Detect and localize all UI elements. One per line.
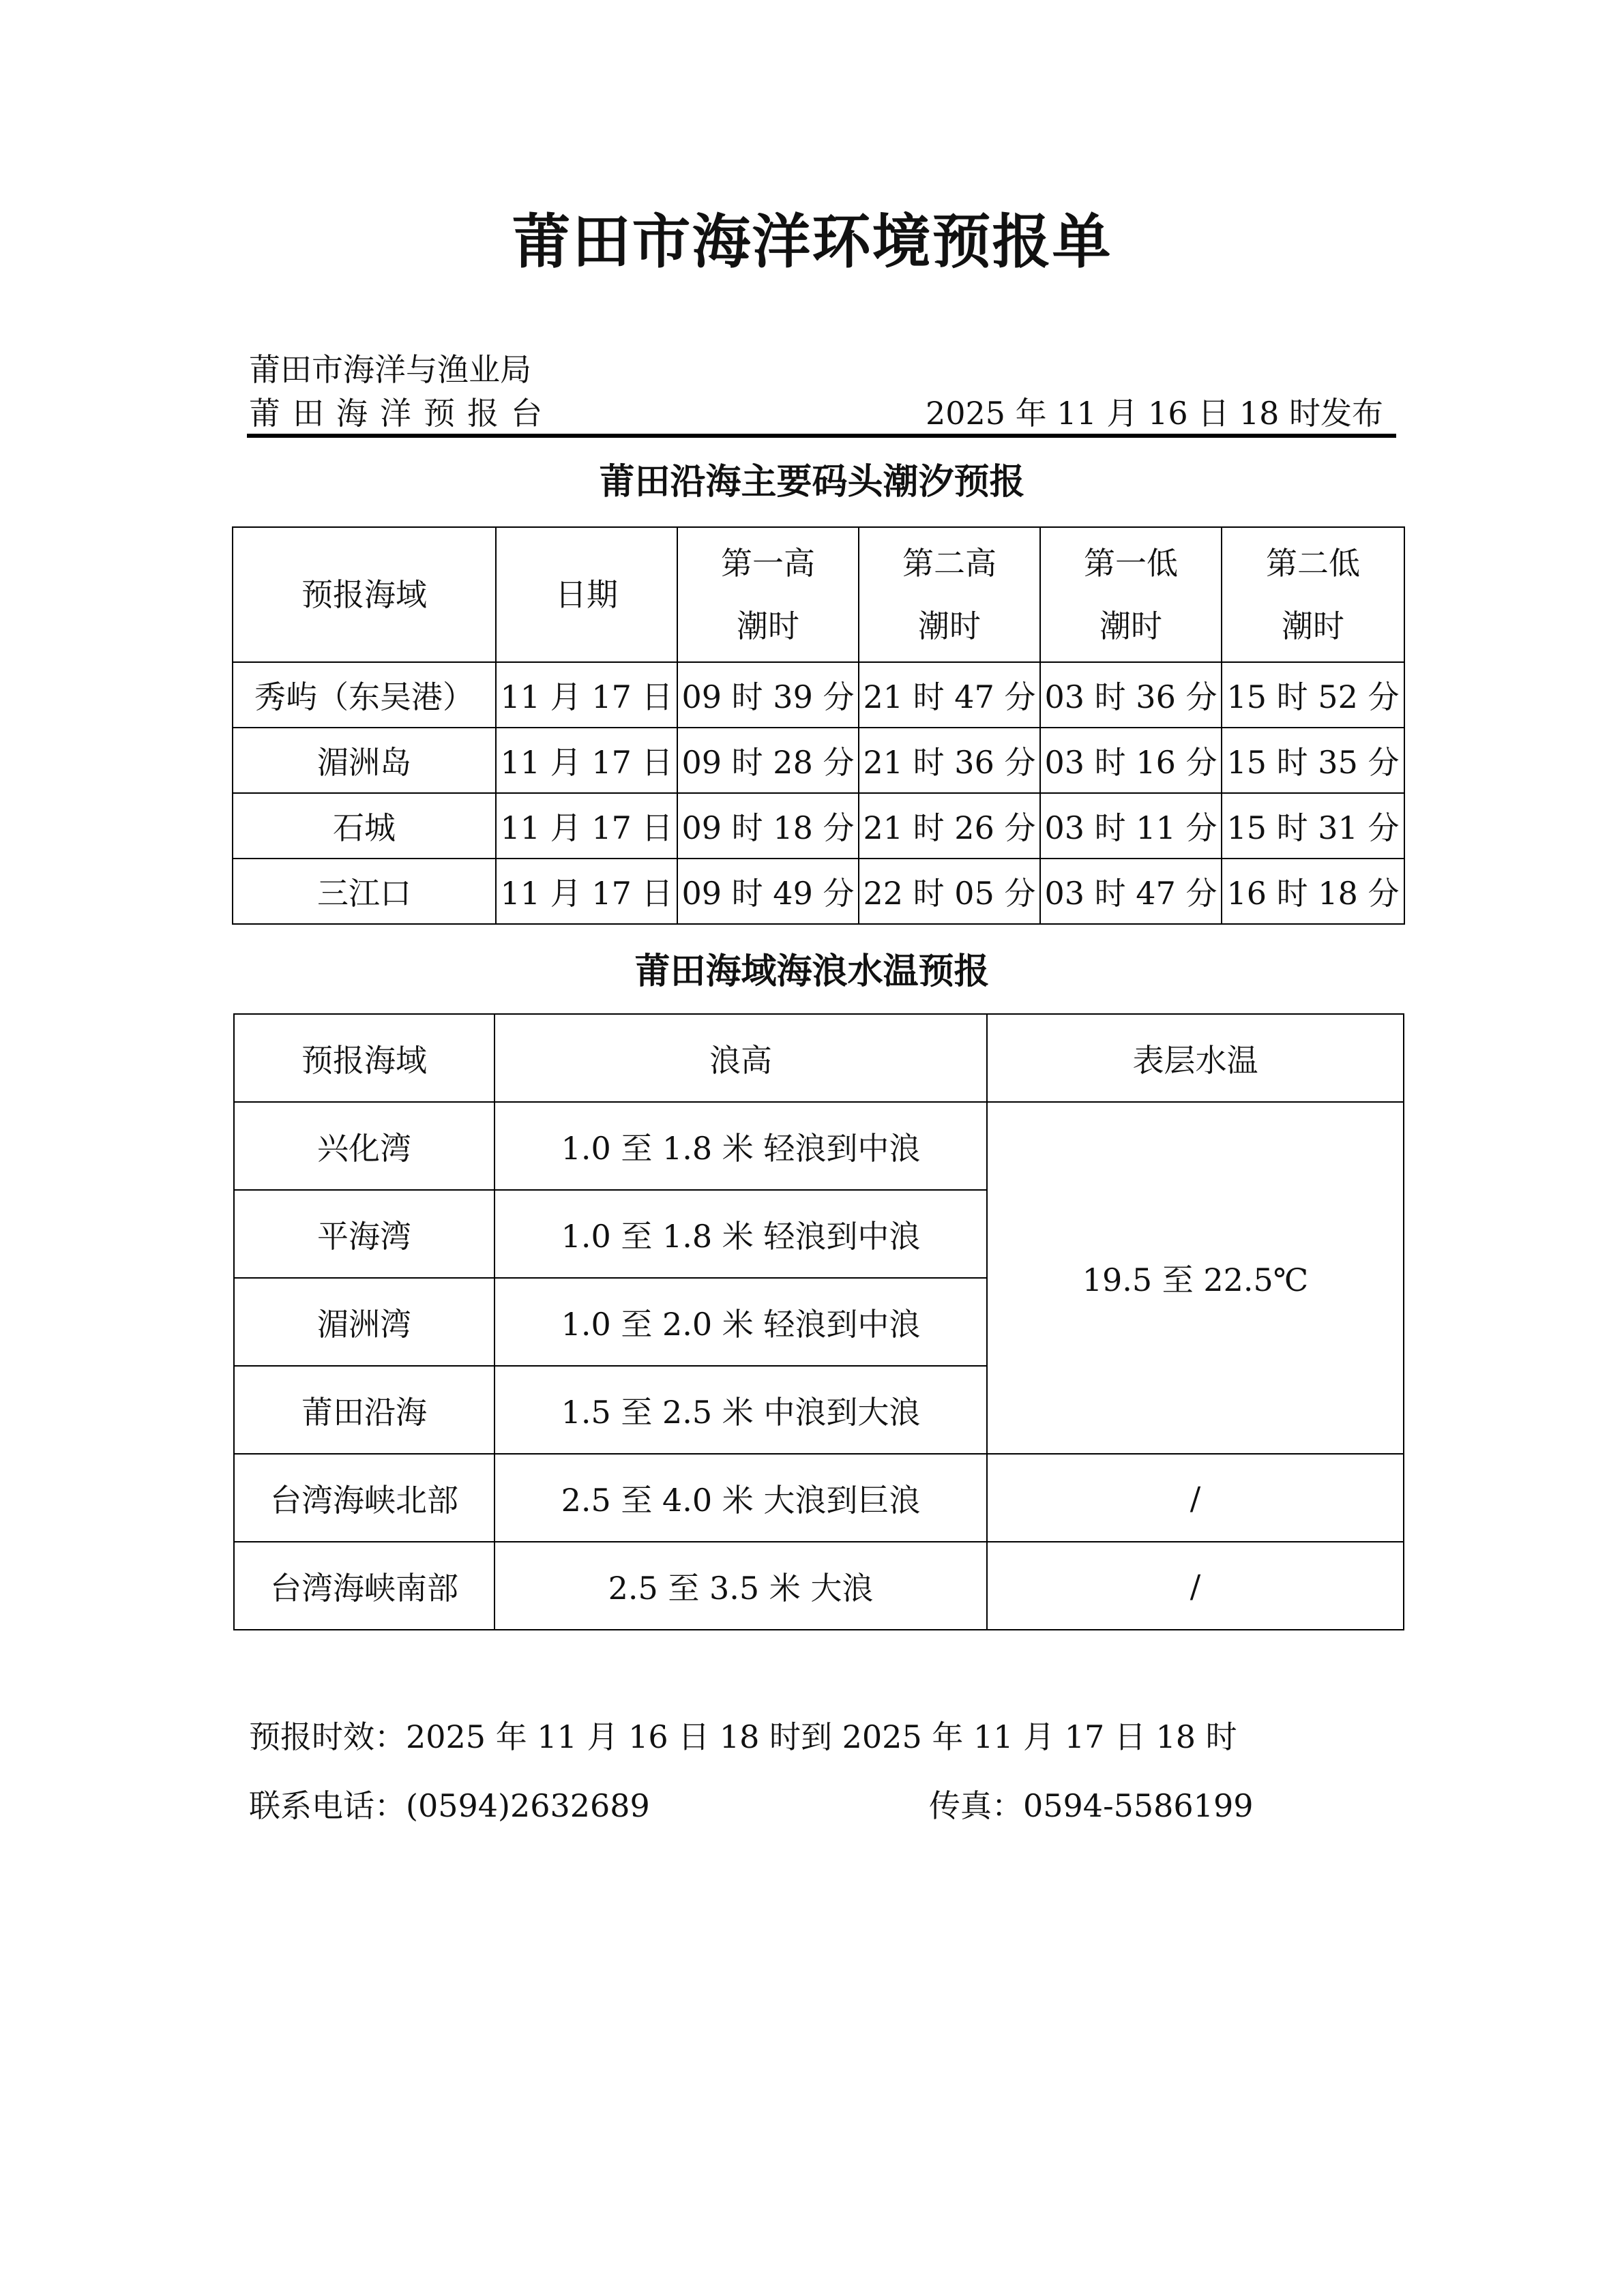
table-row xyxy=(234,1542,1404,1630)
tide-time-cell: 16 时 18 分 xyxy=(1222,859,1404,924)
tide-time-cell: 03 时 16 分 xyxy=(1040,728,1222,793)
tide-time-cell: 15 时 31 分 xyxy=(1222,793,1404,859)
tide-area-cell: 秀屿（东吴港） xyxy=(233,662,496,728)
wave-height-cell: 1.0 至 2.0 米 轻浪到中浪 xyxy=(494,1278,987,1366)
table-row xyxy=(234,1454,1404,1542)
forecast-station: 莆田海洋预报台 xyxy=(249,395,555,432)
tide-header-cell: 日期 xyxy=(496,527,677,662)
tide-area-cell: 湄洲岛 xyxy=(233,728,496,793)
wave-height-cell: 1.0 至 1.8 米 轻浪到中浪 xyxy=(494,1190,987,1278)
tide-area-cell: 石城 xyxy=(233,793,496,859)
tide-header-cell: 预报海域 xyxy=(233,527,496,662)
wave-area-cell: 湄洲湾 xyxy=(234,1278,494,1366)
tide-table xyxy=(232,526,1405,925)
wave-area-cell: 台湾海峡北部 xyxy=(234,1454,494,1542)
wave-area-cell: 莆田沿海 xyxy=(234,1366,494,1454)
wave-height-cell: 2.5 至 4.0 米 大浪到巨浪 xyxy=(494,1454,987,1542)
water-temperature-cell: 19.5 至 22.5℃ xyxy=(987,1102,1404,1454)
tide-time-cell: 03 时 47 分 xyxy=(1040,859,1222,924)
contact-phone: 联系电话：(0594)2632689 xyxy=(249,1787,650,1824)
tide-header-cell: 第一低潮时 xyxy=(1040,527,1222,662)
wave-height-cell: 1.0 至 1.8 米 轻浪到中浪 xyxy=(494,1102,987,1190)
wave-header-cell: 表层水温 xyxy=(987,1014,1404,1102)
header-divider xyxy=(247,434,1396,438)
wave-area-cell: 台湾海峡南部 xyxy=(234,1542,494,1630)
tide-time-cell: 09 时 18 分 xyxy=(677,793,859,859)
tide-header-cell: 第二高潮时 xyxy=(859,527,1040,662)
tide-time-cell: 09 时 39 分 xyxy=(677,662,859,728)
tide-time-cell: 15 时 52 分 xyxy=(1222,662,1404,728)
tide-time-cell: 09 时 28 分 xyxy=(677,728,859,793)
wave-section-title: 莆田海域海浪水温预报 xyxy=(634,951,990,992)
tide-time-cell: 15 时 35 分 xyxy=(1222,728,1404,793)
wave-header-cell: 预报海域 xyxy=(234,1014,494,1102)
tide-date-cell: 11 月 17 日 xyxy=(496,859,677,924)
tide-table-header-row xyxy=(233,527,1404,662)
issuing-organization: 莆田市海洋与渔业局 xyxy=(249,351,531,388)
wave-height-cell: 1.5 至 2.5 米 中浪到大浪 xyxy=(494,1366,987,1454)
wave-temperature-table xyxy=(233,1013,1404,1630)
tide-section-title: 莆田沿海主要码头潮汐预报 xyxy=(599,461,1025,503)
water-temperature-cell: / xyxy=(987,1454,1404,1542)
tide-time-cell: 09 时 49 分 xyxy=(677,859,859,924)
tide-date-cell: 11 月 17 日 xyxy=(496,793,677,859)
tide-time-cell: 22 时 05 分 xyxy=(859,859,1040,924)
fax-number: 传真：0594-5586199 xyxy=(929,1787,1254,1824)
tide-time-cell: 21 时 26 分 xyxy=(859,793,1040,859)
wave-header-cell: 浪高 xyxy=(494,1014,987,1102)
table-row xyxy=(234,1102,1404,1190)
tide-date-cell: 11 月 17 日 xyxy=(496,728,677,793)
issue-time: 2025 年 11 月 16 日 18 时发布 xyxy=(925,395,1383,432)
wave-table-header-row xyxy=(234,1014,1404,1102)
tide-area-cell: 三江口 xyxy=(233,859,496,924)
tide-time-cell: 21 时 36 分 xyxy=(859,728,1040,793)
tide-time-cell: 03 时 11 分 xyxy=(1040,793,1222,859)
forecast-validity: 预报时效：2025 年 11 月 16 日 18 时到 2025 年 11 月 17 日 18 时 xyxy=(249,1718,1237,1755)
tide-time-cell: 03 时 36 分 xyxy=(1040,662,1222,728)
tide-date-cell: 11 月 17 日 xyxy=(496,662,677,728)
wave-area-cell: 平海湾 xyxy=(234,1190,494,1278)
water-temperature-cell: / xyxy=(987,1542,1404,1630)
table-row xyxy=(233,859,1404,924)
page-title: 莆田市海洋环境预报单 xyxy=(512,207,1112,276)
tide-header-cell: 第二低潮时 xyxy=(1222,527,1404,662)
wave-height-cell: 2.5 至 3.5 米 大浪 xyxy=(494,1542,987,1630)
table-row xyxy=(233,793,1404,859)
wave-area-cell: 兴化湾 xyxy=(234,1102,494,1190)
table-row xyxy=(233,662,1404,728)
tide-time-cell: 21 时 47 分 xyxy=(859,662,1040,728)
table-row xyxy=(233,728,1404,793)
tide-header-cell: 第一高潮时 xyxy=(677,527,859,662)
